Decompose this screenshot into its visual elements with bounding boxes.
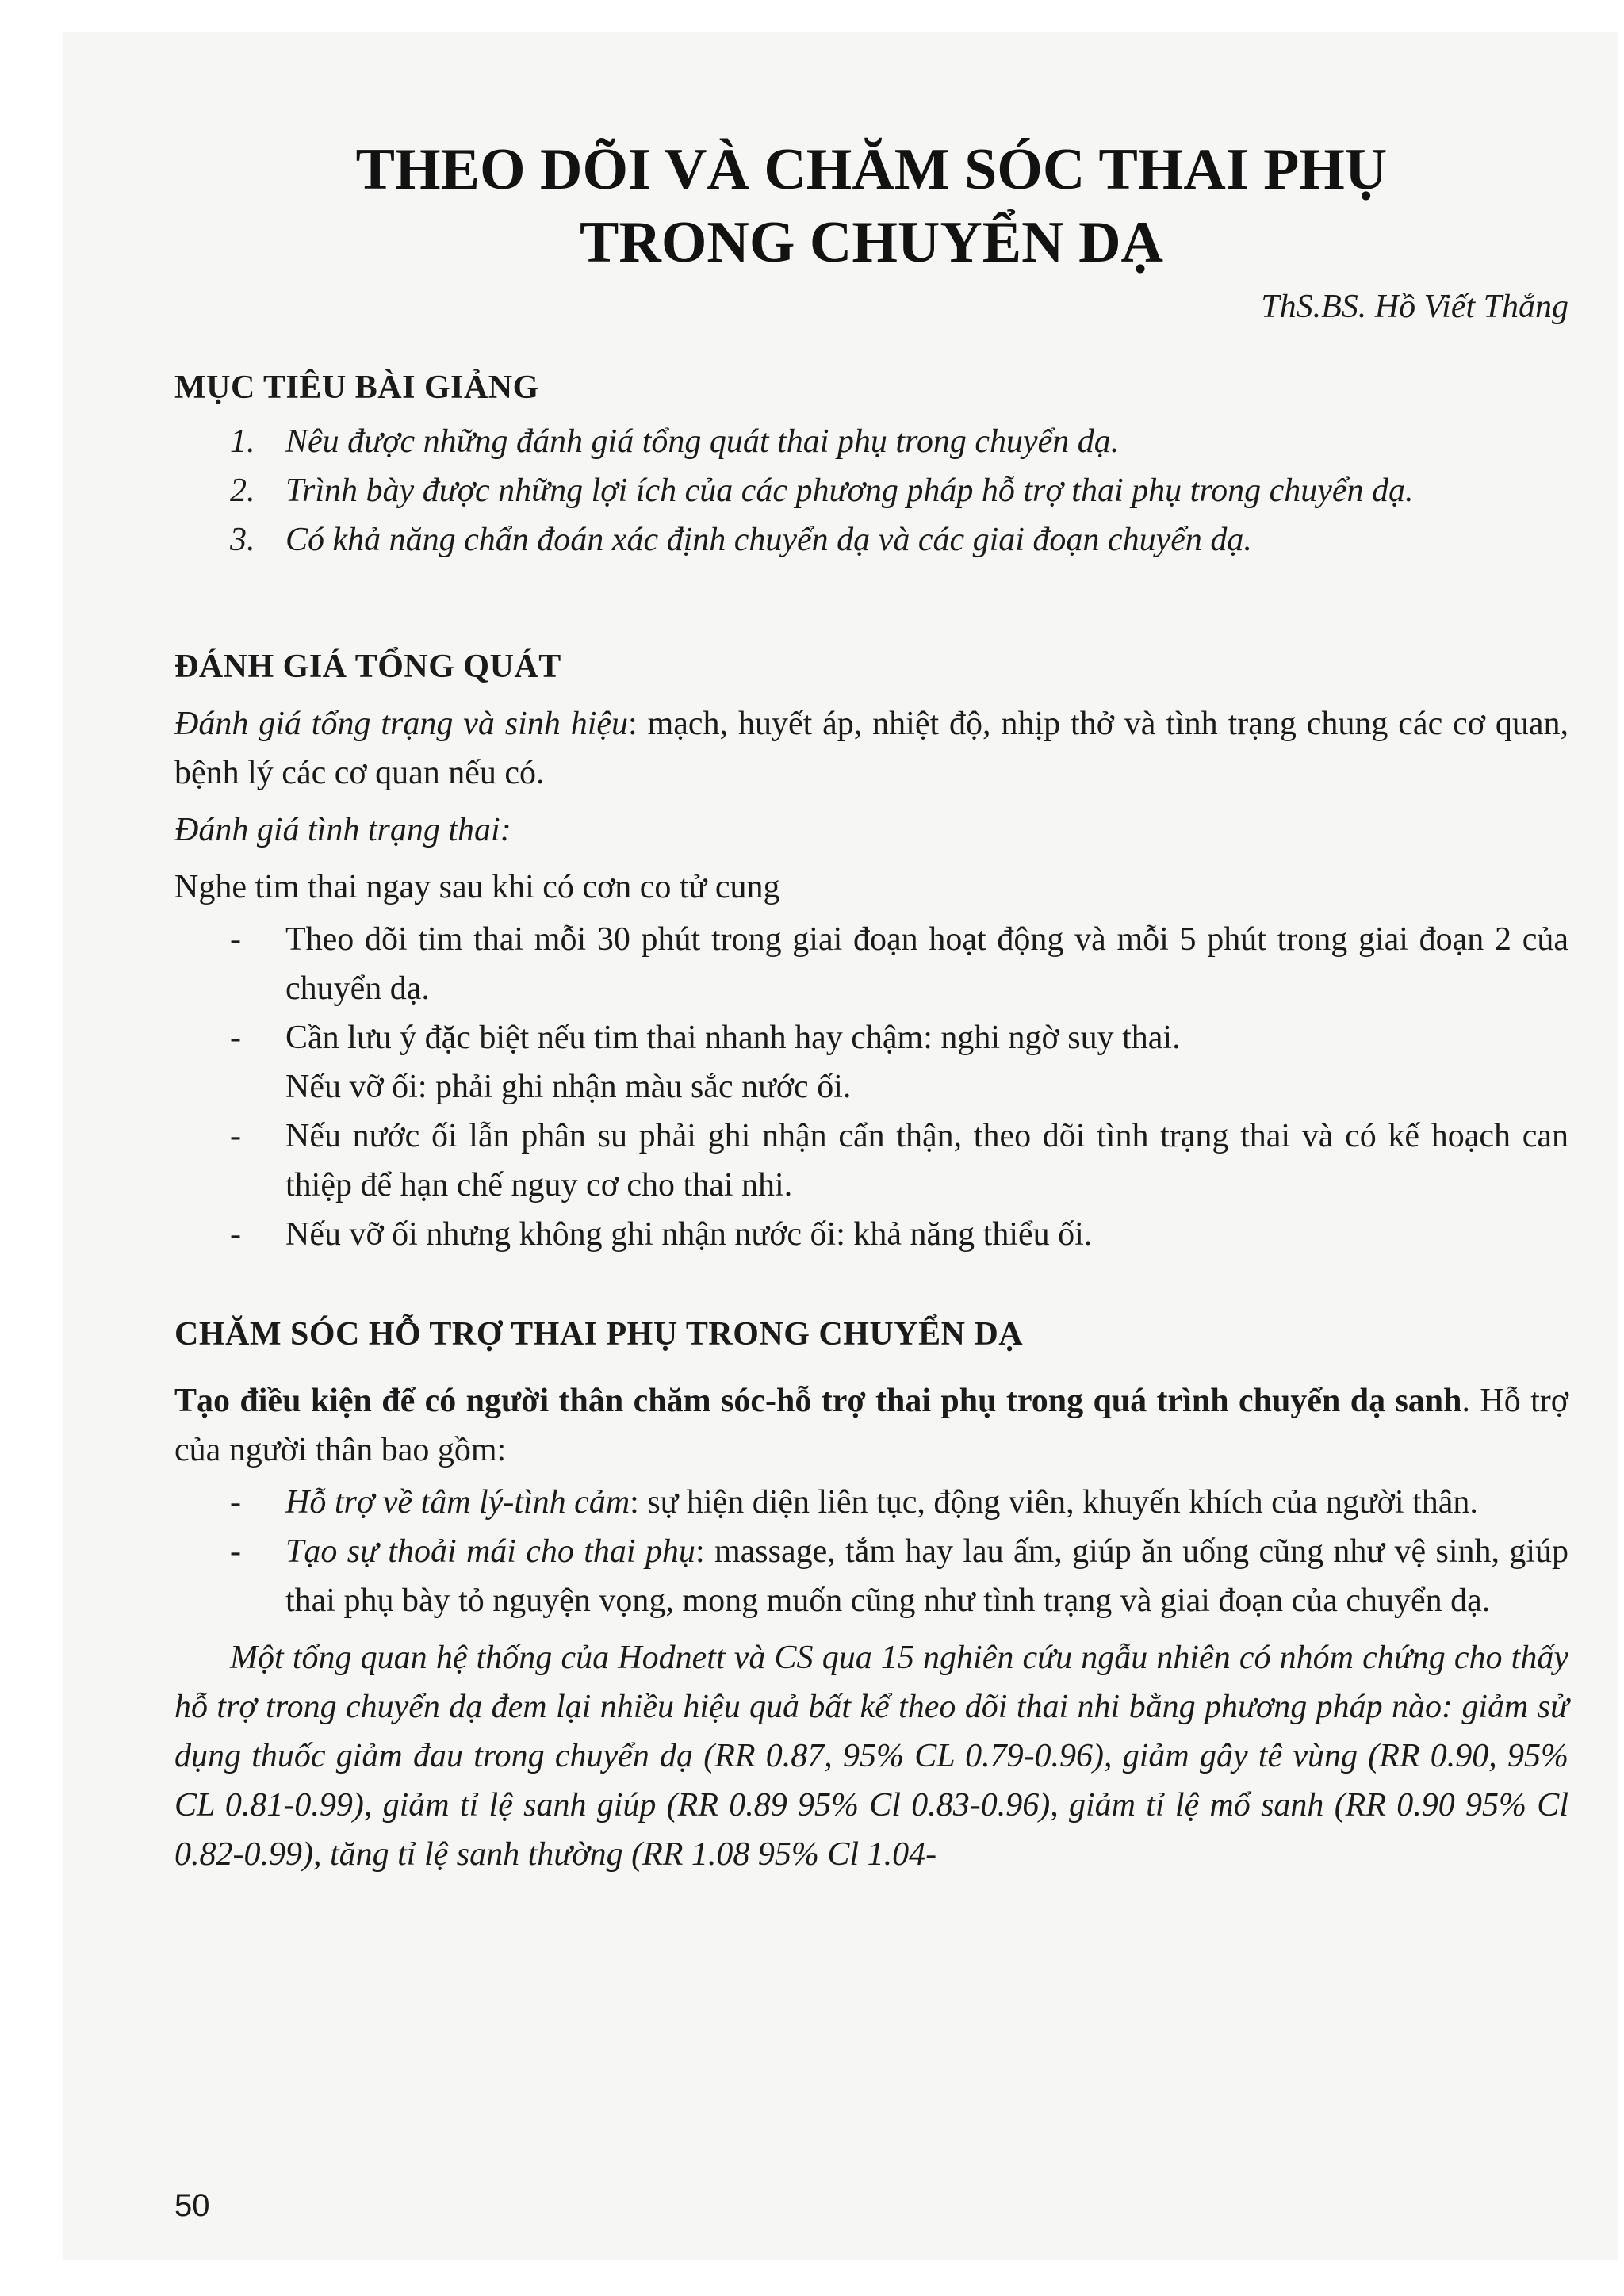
care-lead-paragraph: [174, 1376, 1568, 1475]
list-item: [174, 1210, 1568, 1259]
objective-item: [174, 417, 1568, 466]
page-content: [174, 133, 1568, 1879]
list-item-text: Nếu vỡ ối nhưng không ghi nhận nước ối: khả năng thiểu ối.: [285, 1216, 1093, 1253]
objective-number: 2.: [230, 473, 255, 509]
amniotic-note: Nếu vỡ ối: phải ghi nhận màu sắc nước ối.: [285, 1069, 852, 1105]
objective-number: 1.: [230, 423, 255, 460]
dash-bullet: -: [230, 1216, 241, 1253]
title-line-1: THEO DÕI VÀ CHĂM SÓC THAI PHỤ: [355, 137, 1388, 202]
list-item-text: Nếu nước ối lẫn phân su phải ghi nhận cẩn thận, theo dõi tình trạng thai và có kế hoạch can thiệp để hạn chế nguy cơ cho thai nhi.: [285, 1118, 1568, 1203]
objective-text: Trình bày được những lợi ích của các phương pháp hỗ trợ thai phụ trong chuyển dạ.: [285, 473, 1414, 509]
assessment-heading: ĐÁNH GIÁ TỔNG QUÁT: [174, 649, 561, 685]
dash-bullet: -: [230, 921, 241, 958]
care-lead-rest: . Hỗ trợ của người thân bao gồm:: [174, 1383, 1568, 1468]
dash-bullet: -: [230, 1533, 241, 1570]
list-item-text: Cần lưu ý đặc biệt nếu tim thai nhanh hay chậm: nghi ngờ suy thai.: [285, 1020, 1181, 1056]
list-item-label: Hỗ trợ về tâm lý-tình cảm: [285, 1484, 630, 1521]
vitals-text: : mạch, huyết áp, nhiệt độ, nhịp thở và tình trạng chung các cơ quan, bệnh lý các cơ quan nếu có.: [174, 706, 1569, 791]
care-lead-bold: Tạo điều kiện để có người thân chăm sóc-hỗ trợ thai phụ trong quá trình chuyển dạ sanh: [174, 1383, 1462, 1419]
fetal-monitoring-list-continued: [174, 1112, 1568, 1259]
page-number: 50: [174, 2188, 210, 2223]
document-title: [174, 133, 1568, 279]
objective-item: [174, 466, 1568, 515]
objective-text: Có khả năng chẩn đoán xác định chuyển dạ và các giai đoạn chuyển dạ.: [285, 522, 1252, 558]
vitals-paragraph: [174, 699, 1568, 798]
fetal-intro: Nghe tim thai ngay sau khi có cơn co tử cung: [174, 869, 780, 905]
objective-text: Nêu được những đánh giá tổng quát thai phụ trong chuyển dạ.: [285, 423, 1120, 460]
systematic-review-paragraph: Một tổng quan hệ thống của Hodnett và CS qua 15 nghiên cứu ngẫu nhiên có nhóm chứng cho thấy hỗ trợ trong chuyển dạ đem lại nhiều hiệu quả bất kể theo dõi thai nhi bằng phương pháp nào: giảm sử dụng thuốc giảm đau trong chuyển dạ (RR 0.87, 95% CL 0.79-0.96), giảm gây tê vùng (RR 0.90, 95% CL 0.81-0.99), giảm tỉ lệ sanh giúp (RR 0.89 95% Cl 0.83-0.96), giảm tỉ lệ mổ sanh (RR 0.90 95% Cl 0.82-0.99), tăng tỉ lệ sanh thường (RR 1.08 95% Cl 1.04-: [174, 1640, 1568, 1873]
vitals-label: Đánh giá tổng trạng và sinh hiệu: [174, 706, 629, 742]
list-item-text: : sự hiện diện liên tục, động viên, khuyến khích của người thân.: [630, 1484, 1478, 1521]
dash-bullet: -: [230, 1484, 241, 1521]
document-page: [63, 32, 1618, 2260]
list-item-text: Theo dõi tim thai mỗi 30 phút trong giai đoạn hoạt động và mỗi 5 phút trong giai đoạn 2 của chuyển dạ.: [285, 921, 1568, 1007]
objectives-heading: MỤC TIÊU BÀI GIẢNG: [174, 369, 539, 406]
dash-bullet: -: [230, 1020, 241, 1056]
list-item: [174, 1112, 1568, 1210]
care-heading: CHĂM SÓC HỖ TRỢ THAI PHỤ TRONG CHUYỂN DẠ: [174, 1316, 1024, 1353]
care-support-list: [174, 1478, 1568, 1625]
fetal-status-label: Đánh giá tình trạng thai:: [174, 812, 511, 848]
list-item: [174, 1013, 1568, 1062]
objective-number: 3.: [230, 522, 255, 558]
objectives-list: [174, 417, 1568, 564]
title-line-2: TRONG CHUYỂN DẠ: [580, 210, 1163, 275]
list-item: [174, 1478, 1568, 1527]
dash-bullet: -: [230, 1118, 241, 1154]
list-item-label: Tạo sự thoải mái cho thai phụ: [285, 1533, 695, 1570]
list-item-text: : massage, tắm hay lau ấm, giúp ăn uống cũng như vệ sinh, giúp thai phụ bày tỏ nguyện vọng, mong muốn cũng như tình trạng và giai đoạn của chuyển dạ.: [285, 1533, 1569, 1619]
author-byline: ThS.BS. Hồ Viết Thắng: [1261, 289, 1568, 325]
list-item: [174, 1527, 1568, 1625]
objective-item: [174, 515, 1568, 564]
fetal-monitoring-list: [174, 915, 1568, 1062]
list-item: [174, 915, 1568, 1013]
